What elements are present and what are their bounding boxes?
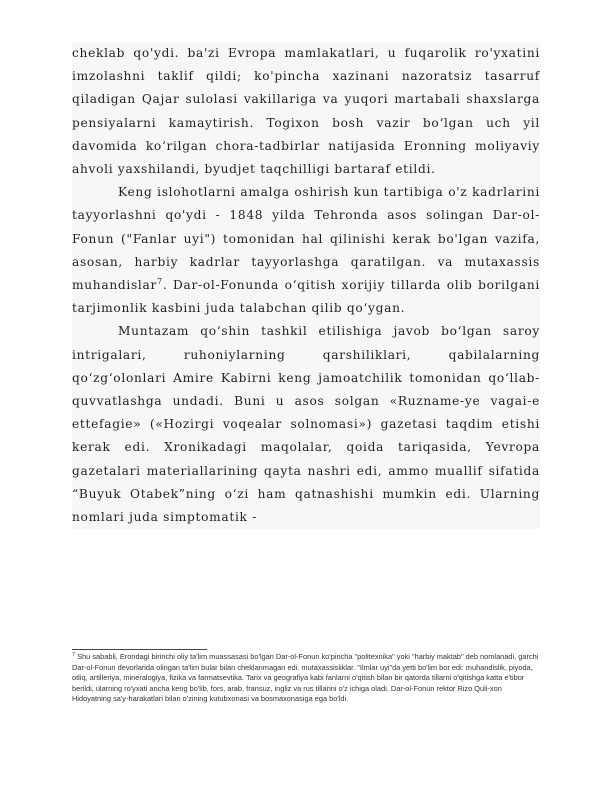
paragraph-2-text-continued: . Dar-ol-Fonunda oʻqitish xorijiy tillarda olib borilgani tarjimonlik kasbini juda talabchan qilib qoʻygan. [72, 278, 540, 316]
footnote-number: 7 [72, 652, 76, 658]
footnote-7 [72, 652, 542, 705]
footnote-text: Shu sababli, Erondagi birinchi oliy ta'lim muassasasi bo'lgan Dar-ol-Fonun ko'pincha "politexnika" yoki "harbiy maktab" deb nomlanadi, garchi Dar-ol-Fonun devorlarida olingan ta'lim bular bilan cheklanmagan edi. mutaxassisliklar. "Ilmlar uyi"da yetti bo'lim bor edi: muhandislik, piyoda, otliq, artilleriya, mineralogiya, fizika va farmatsevtika. Tarix va geografiya kabi fanlarni o'qitish bilan bir qatorda tillarni o'qitishga katta e'tibor berildi, ularning ro'yxati ancha keng bo'lib, fors, arab, fransuz, ingliz va rus tillarini o'z ichiga oladi. Dar-ol-Fonun rektor Rizo Quli-xon Hidoyatning sa'y-harakatlari bilan o'zining kutubxonasi va bosmaxonasiga ega bo'ldi. [72, 652, 539, 704]
footnote-separator [72, 649, 207, 650]
main-text-block [72, 42, 540, 529]
paragraph-3: Muntazam qoʻshin tashkil etilishiga javob boʻlgan saroy intrigalari, ruhoniylarning qarshiliklari, qabilalarning qoʻzgʻolonlari Amire Kabirni keng jamoatchilik tomonidan qoʻllab-quvvatlashga undadi. Buni u asos solgan «Ruzname-ye vagai-e ettefagie» («Hozirgi voqealar solnomasi») gazetasi taqdim etishi kerak edi. Xronikadagi maqolalar, qoida tariqasida, Yevropa gazetalari materiallarining qayta nashri edi, ammo muallif sifatida “Buyuk Otabek”ning oʻzi ham qatnashishi mumkin edi. Ularning nomlari juda simptomatik - [72, 324, 540, 525]
footnote-reference-7[interactable]: 7 [157, 277, 163, 287]
paragraph-2-text: Keng islohotlarni amalga oshirish kun tartibiga o'z kadrlarini tayyorlashni qo'ydi - 1848 yilda Tehronda asos solingan Dar-ol-Fonun ("Fanlar uyi") tomonidan hal qilinishi kerak bo'lgan vazifa, asosan, harbiy kadrlar tayyorlashga qaratilgan. va mutaxassis muhandislar [72, 185, 540, 293]
paragraph-1: cheklab qo'ydi. ba'zi Evropa mamlakatlari, u fuqarolik ro'yxatini imzolashni taklif qildi; ko'pincha xazinani nazoratsiz tasarruf qiladigan Qajar sulolasi vakillariga va yuqori martabali shaxslarga pensiyalarni kamaytirish. Togixon bosh vazir boʻlgan uch yil davomida koʻrilgan chora-tadbirlar natijasida Eronning moliyaviy ahvoli yaxshilandi, byudjet taqchilligi bartaraf etildi. [72, 46, 540, 177]
paragraph-2 [72, 181, 540, 320]
